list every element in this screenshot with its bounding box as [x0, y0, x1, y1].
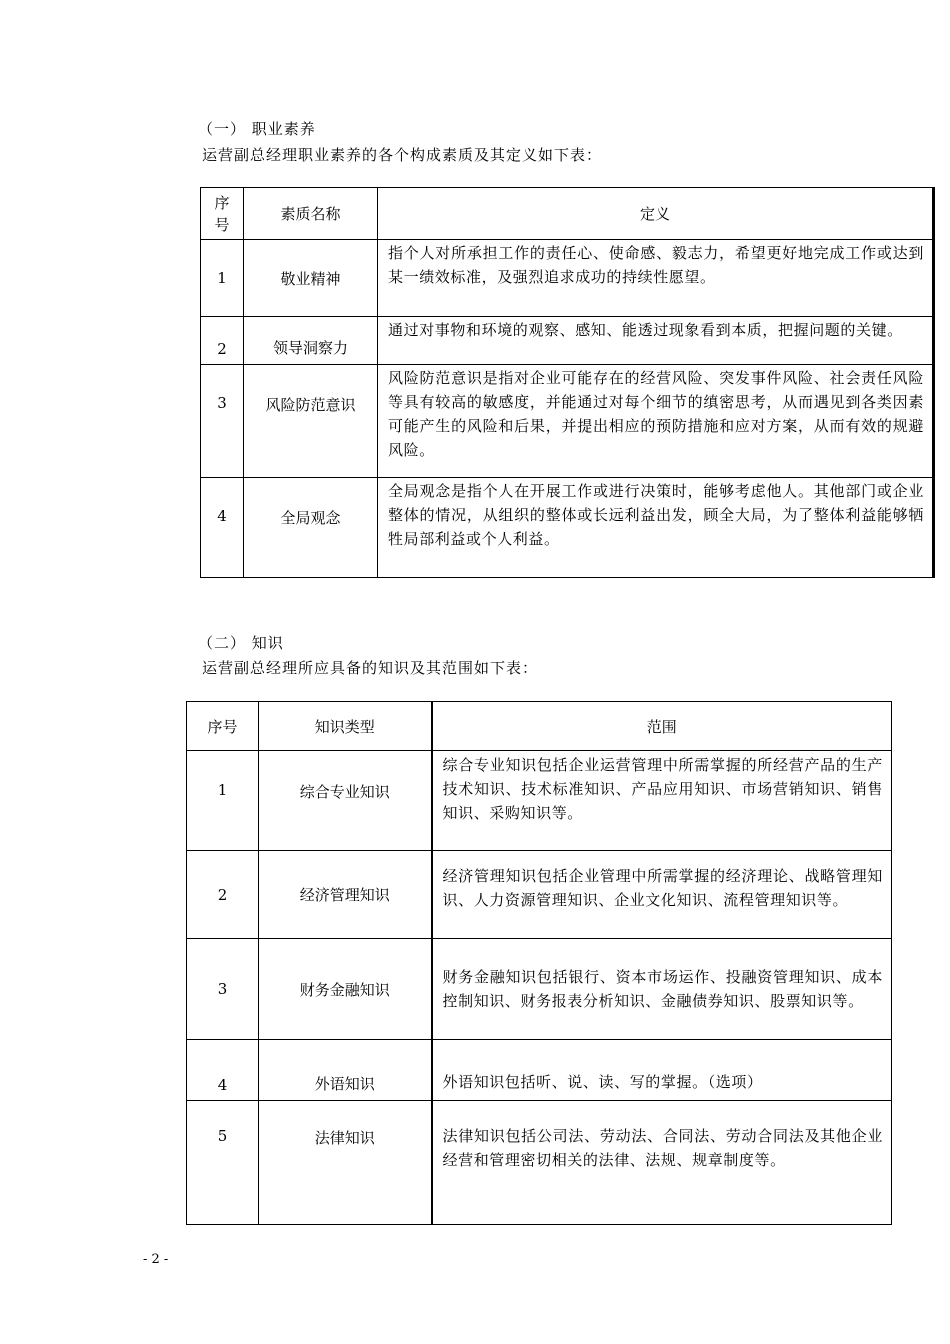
row-index: 4 [187, 1040, 259, 1101]
row-definition: 指个人对所承担工作的责任心、使命感、毅志力，希望更好地完成工作或达到某一绩效标准，及强烈追求成功的持续性愿望。 [378, 240, 934, 317]
page-number: - 2 - [143, 1252, 169, 1267]
row-quality-name: 风险防范意识 [244, 365, 378, 478]
row-quality-name: 全局观念 [244, 478, 378, 578]
row-knowledge-type: 财务金融知识 [259, 939, 432, 1040]
row-knowledge-type: 综合专业知识 [259, 751, 432, 851]
row-definition: 风险防范意识是指对企业可能存在的经营风险、突发事件风险、社会责任风险等具有较高的敏感度，并能通过对每个细节的缜密思考，从而遇见到各类因素可能产生的风险和后果，并提出相应的预防措施和应对方案，从而有效的规避风险。 [378, 365, 934, 478]
row-index: 4 [201, 478, 244, 578]
row-scope: 综合专业知识包括企业运营管理中所需掌握的所经营产品的生产技术知识、技术标准知识、产品应用知识、市场营销知识、销售知识、采购知识等。 [432, 751, 892, 851]
table-row [187, 1101, 892, 1225]
row-scope: 经济管理知识包括企业管理中所需掌握的经济理论、战略管理知识、人力资源管理知识、企业文化知识、流程管理知识等。 [432, 851, 892, 939]
row-index: 3 [201, 365, 244, 478]
table-row [201, 478, 934, 578]
table-row [187, 851, 892, 939]
header-index: 序 号 [201, 188, 244, 240]
header-definition: 定义 [378, 188, 934, 240]
row-index: 2 [187, 851, 259, 939]
row-index: 1 [187, 751, 259, 851]
table-header-row [201, 188, 934, 240]
section-intro-knowledge: 运营副总经理所应具备的知识及其范围如下表： [202, 659, 539, 677]
table-row [187, 751, 892, 851]
row-definition: 全局观念是指个人在开展工作或进行决策时，能够考虑他人。其他部门或企业整体的情况，从组织的整体或长远利益出发，顾全大局，为了整体利益能够牺牲局部利益或个人利益。 [378, 478, 934, 578]
header-index: 序号 [187, 702, 259, 751]
row-knowledge-type: 外语知识 [259, 1040, 432, 1101]
table-header-row [187, 702, 892, 751]
row-index: 1 [201, 240, 244, 317]
knowledge-table [186, 701, 892, 1225]
table-row [201, 365, 934, 478]
table-row [187, 1040, 892, 1101]
row-quality-name: 领导洞察力 [244, 317, 378, 365]
table-row [201, 317, 934, 365]
row-quality-name: 敬业精神 [244, 240, 378, 317]
row-index: 2 [201, 317, 244, 365]
table-row [201, 240, 934, 317]
row-knowledge-type: 经济管理知识 [259, 851, 432, 939]
section-title-professional-quality: （一） 职业素养 [198, 120, 316, 138]
row-scope: 外语知识包括听、说、读、写的掌握。（选项） [432, 1040, 892, 1101]
header-scope: 范围 [432, 702, 892, 751]
header-knowledge-type: 知识类型 [259, 702, 432, 751]
row-scope: 法律知识包括公司法、劳动法、合同法、劳动合同法及其他企业经营和管理密切相关的法律、法规、规章制度等。 [432, 1101, 892, 1225]
row-scope: 财务金融知识包括银行、资本市场运作、投融资管理知识、成本控制知识、财务报表分析知识、金融债券知识、股票知识等。 [432, 939, 892, 1040]
row-index: 5 [187, 1101, 259, 1225]
header-quality-name: 素质名称 [244, 188, 378, 240]
section-intro-professional-quality: 运营副总经理职业素养的各个构成素质及其定义如下表： [202, 146, 603, 164]
table-row [187, 939, 892, 1040]
professional-quality-table [200, 187, 935, 578]
row-knowledge-type: 法律知识 [259, 1101, 432, 1225]
row-index: 3 [187, 939, 259, 1040]
section-title-knowledge: （二） 知识 [198, 634, 284, 652]
row-definition: 通过对事物和环境的观察、感知、能透过现象看到本质，把握问题的关键。 [378, 317, 934, 365]
